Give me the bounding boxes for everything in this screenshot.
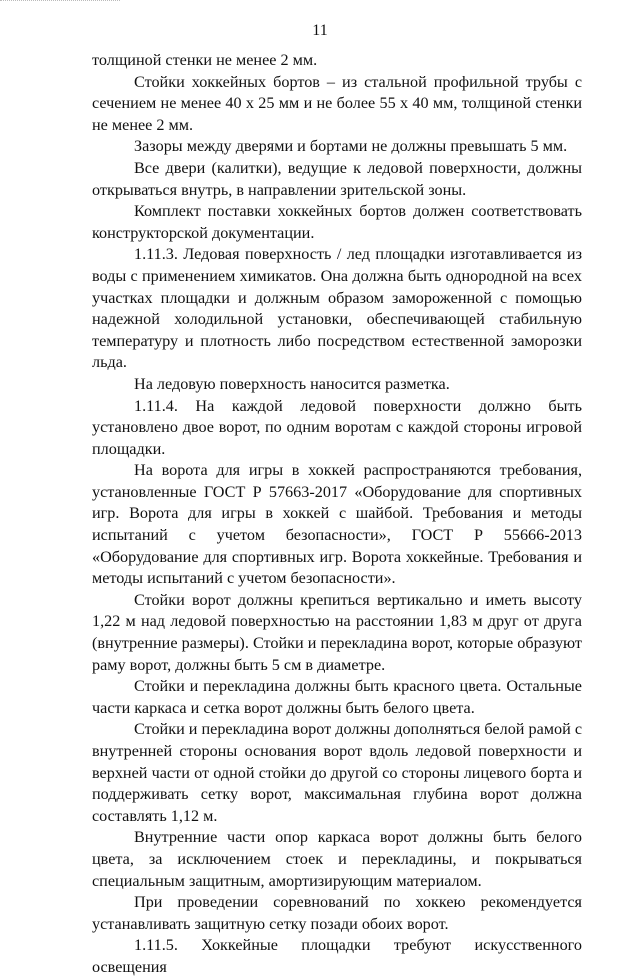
page-number: 11	[312, 22, 328, 39]
paragraph: 1.11.5. Хоккейные площадки требуют искусственного освещения	[92, 936, 582, 976]
paragraph: толщиной стенки не менее 2 мм.	[92, 51, 318, 69]
paragraph: Комплект поставки хоккейных бортов должен соответствовать конструкторской документации.	[92, 202, 582, 242]
paragraph: 1.11.4. На каждой ледовой поверхности должно быть установлено двое ворот, по одним воротам с каждой стороны игровой площадки.	[92, 396, 582, 458]
scan-edge-mark	[0, 0, 120, 4]
paragraph: При проведении соревнований по хоккею рекомендуется устанавливать защитную сетку позади обоих ворот.	[92, 893, 582, 933]
paragraph: Зазоры между дверями и бортами не должны превышать 5 мм.	[134, 137, 568, 156]
paragraph: Все двери (калитки), ведущие к ледовой поверхности, должны открываться внутрь, в направлении зрительской зоны.	[92, 158, 582, 199]
paragraph: Стойки и перекладина должны быть красного цвета. Остальные части каркаса и сетка ворот должны быть белого цвета.	[92, 677, 582, 717]
paragraph: На ворота для игры в хоккей распространяются требования, установленные ГОСТ Р 57663-2017 «Оборудование для спортивных игр. Ворота для игры в хоккей с шайбой. Требования и методы испытаний с учетом безопасности», ГОСТ Р 55666-2013 «Оборудование для спортивных игр. Ворота хоккейные. Требования и методы испытаний с учетом безопасности».	[92, 461, 582, 588]
paragraph: На ледовую поверхность наносится разметка.	[134, 374, 450, 393]
paragraph: Стойки хоккейных бортов – из стальной профильной трубы с сечением не менее 40 х 25 мм и не более 55 х 40 мм, толщиной стенки не менее 2 мм.	[92, 72, 582, 134]
paragraph: Внутренние части опор каркаса ворот должны быть белого цвета, за исключением стоек и перекладины, и покрываться специальным защитным, амортизирующим материалом.	[92, 828, 582, 890]
paragraph: Стойки ворот должны крепиться вертикально и иметь высоту 1,22 м над ледовой поверхностью на расстоянии 1,83 м друг от друга (внутренние размеры). Стойки и перекладина ворот, которые образуют раму ворот, должны быть 5 см в диаметре.	[92, 590, 582, 674]
paragraph: Стойки и перекладина ворот должны дополняться белой рамой с внутренней стороны основания ворот вдоль ледовой поверхности и верхней части от одной стойки до другой со стороны лицевого борта и поддерживать сетку ворот, максимальная глубина ворот должна составлять 1,12 м.	[92, 720, 583, 825]
body-text	[92, 50, 582, 979]
paragraph: 1.11.3. Ледовая поверхность / лед площадки изготавливается из воды с применением химикатов. Она должна быть однородной на всех участках площадки и должным образом замороженной с помощью надежной холодильной установки, обеспечивающей стабильную температуру и плотность либо посредством естественной заморозки льда.	[92, 245, 582, 372]
